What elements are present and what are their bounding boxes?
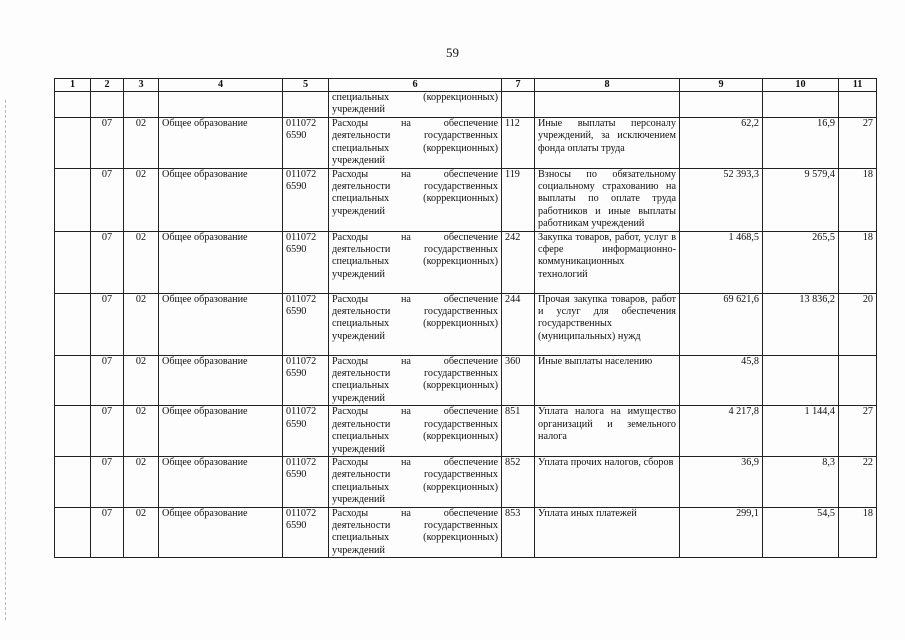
- col-header-10: 10: [763, 79, 839, 92]
- expense-type-code-cell: 851: [502, 406, 535, 457]
- approved-amount-cell: 36,9: [680, 456, 763, 507]
- table-row: [55, 355, 877, 406]
- subsection-code-cell: 02: [124, 406, 159, 457]
- execution-percent-cell: 18: [839, 507, 877, 558]
- cell: [535, 92, 680, 118]
- expense-type-code-cell: 360: [502, 355, 535, 406]
- expense-purpose-cell: Расходы на обеспечение деятельности государственных специальных (коррекционных) учреждений: [329, 355, 502, 406]
- execution-percent-cell: 27: [839, 118, 877, 169]
- expense-purpose-cell: Расходы на обеспечение деятельности государственных специальных (коррекционных) учреждений: [329, 456, 502, 507]
- subsection-code-cell: 02: [124, 456, 159, 507]
- approved-amount-cell: 62,2: [680, 118, 763, 169]
- section-name-cell: Общее образование: [159, 507, 283, 558]
- cell: [502, 92, 535, 118]
- execution-percent-cell: 27: [839, 406, 877, 457]
- section-name-cell: Общее образование: [159, 355, 283, 406]
- expense-type-name-cell: Иные выплаты населению: [535, 355, 680, 406]
- col-header-6: 6: [329, 79, 502, 92]
- expense-type-code-cell: 853: [502, 507, 535, 558]
- approved-amount-cell: 1 468,5: [680, 231, 763, 293]
- execution-percent-cell: 18: [839, 231, 877, 293]
- expense-type-code-cell: 112: [502, 118, 535, 169]
- section-code-cell: 07: [91, 456, 124, 507]
- col-header-9: 9: [680, 79, 763, 92]
- table-row: [55, 293, 877, 355]
- section-code-cell: 07: [91, 355, 124, 406]
- approved-amount-cell: 45,8: [680, 355, 763, 406]
- col-header-3: 3: [124, 79, 159, 92]
- table-row: [55, 507, 877, 558]
- execution-percent-cell: [839, 355, 877, 406]
- expense-type-name-cell: Уплата прочих налогов, сборов: [535, 456, 680, 507]
- subsection-code-cell: 02: [124, 355, 159, 406]
- approved-amount-cell: 52 393,3: [680, 168, 763, 231]
- cell: [283, 92, 329, 118]
- executed-amount-cell: 1 144,4: [763, 406, 839, 457]
- executed-amount-cell: 265,5: [763, 231, 839, 293]
- section-name-cell: Общее образование: [159, 168, 283, 231]
- cell: [124, 92, 159, 118]
- table-row: [55, 406, 877, 457]
- subsection-code-cell: 02: [124, 293, 159, 355]
- section-code-cell: 07: [91, 406, 124, 457]
- expense-purpose-cell: Расходы на обеспечение деятельности государственных специальных (коррекционных) учреждений: [329, 507, 502, 558]
- subsection-code-cell: 02: [124, 168, 159, 231]
- cell: [839, 92, 877, 118]
- target-article-code-cell: 011072 6590: [283, 507, 329, 558]
- col1-cell: [55, 406, 91, 457]
- executed-amount-cell: 54,5: [763, 507, 839, 558]
- expense-type-name-cell: Иные выплаты персоналу учреждений, за исключением фонда оплаты труда: [535, 118, 680, 169]
- target-article-code-cell: 011072 6590: [283, 118, 329, 169]
- expense-type-name-cell: Уплата иных платежей: [535, 507, 680, 558]
- col1-cell: [55, 355, 91, 406]
- approved-amount-cell: 299,1: [680, 507, 763, 558]
- expense-type-name-cell: Уплата налога на имущество организаций и земельного налога: [535, 406, 680, 457]
- section-name-cell: Общее образование: [159, 456, 283, 507]
- expense-type-code-cell: 119: [502, 168, 535, 231]
- section-code-cell: 07: [91, 293, 124, 355]
- section-code-cell: 07: [91, 231, 124, 293]
- col-header-7: 7: [502, 79, 535, 92]
- col1-cell: [55, 507, 91, 558]
- section-name-cell: Общее образование: [159, 118, 283, 169]
- expense-purpose-cell: Расходы на обеспечение деятельности государственных специальных (коррекционных) учреждений: [329, 231, 502, 293]
- table-row: [55, 231, 877, 293]
- continuation-purpose-cell: [329, 92, 502, 118]
- col-header-5: 5: [283, 79, 329, 92]
- col-header-8: 8: [535, 79, 680, 92]
- executed-amount-cell: 13 836,2: [763, 293, 839, 355]
- execution-percent-cell: 20: [839, 293, 877, 355]
- approved-amount-cell: 69 621,6: [680, 293, 763, 355]
- table-row: [55, 168, 877, 231]
- cell: [680, 92, 763, 118]
- expense-purpose-cell: Расходы на обеспечение деятельности государственных специальных (коррекционных) учреждений: [329, 168, 502, 231]
- col1-cell: [55, 231, 91, 293]
- col-header-2: 2: [91, 79, 124, 92]
- target-article-code-cell: 011072 6590: [283, 168, 329, 231]
- expense-purpose-cell: Расходы на обеспечение деятельности государственных специальных (коррекционных) учреждений: [329, 118, 502, 169]
- target-article-code-cell: 011072 6590: [283, 406, 329, 457]
- section-name-cell: Общее образование: [159, 406, 283, 457]
- expense-type-code-cell: 852: [502, 456, 535, 507]
- continuation-row: [55, 92, 877, 118]
- col1-cell: [55, 168, 91, 231]
- cell: [159, 92, 283, 118]
- expense-type-name-cell: Взносы по обязательному социальному страхованию на выплаты по оплате труда работников и иные выплаты работникам учреждений: [535, 168, 680, 231]
- target-article-code-cell: 011072 6590: [283, 456, 329, 507]
- target-article-code-cell: 011072 6590: [283, 355, 329, 406]
- executed-amount-cell: 8,3: [763, 456, 839, 507]
- subsection-code-cell: 02: [124, 118, 159, 169]
- executed-amount-cell: 9 579,4: [763, 168, 839, 231]
- cell: [55, 92, 91, 118]
- expense-type-code-cell: 244: [502, 293, 535, 355]
- col1-cell: [55, 293, 91, 355]
- table-row: [55, 118, 877, 169]
- col-header-1: 1: [55, 79, 91, 92]
- cell: [763, 92, 839, 118]
- header-row: [55, 79, 877, 92]
- table-row: [55, 456, 877, 507]
- expense-purpose-cell: Расходы на обеспечение деятельности государственных специальных (коррекционных) учреждений: [329, 406, 502, 457]
- margin-line: [5, 100, 7, 620]
- target-article-code-cell: 011072 6590: [283, 293, 329, 355]
- continuation-line-2: учреждений: [332, 104, 385, 116]
- target-article-code-cell: 011072 6590: [283, 231, 329, 293]
- budget-table: [54, 78, 877, 558]
- section-code-cell: 07: [91, 507, 124, 558]
- expense-type-name-cell: Закупка товаров, работ, услуг в сфере информационно-коммуникационных технологий: [535, 231, 680, 293]
- expense-type-name-cell: Прочая закупка товаров, работ и услуг для обеспечения государственных (муниципальных) нужд: [535, 293, 680, 355]
- col1-cell: [55, 456, 91, 507]
- subsection-code-cell: 02: [124, 231, 159, 293]
- continuation-line-1: специальных (коррекционных): [332, 92, 498, 103]
- execution-percent-cell: 22: [839, 456, 877, 507]
- col-header-4: 4: [159, 79, 283, 92]
- col1-cell: [55, 118, 91, 169]
- subsection-code-cell: 02: [124, 507, 159, 558]
- section-code-cell: 07: [91, 118, 124, 169]
- execution-percent-cell: 18: [839, 168, 877, 231]
- col-header-11: 11: [839, 79, 877, 92]
- section-name-cell: Общее образование: [159, 293, 283, 355]
- page-number: 59: [446, 45, 459, 60]
- cell: [91, 92, 124, 118]
- approved-amount-cell: 4 217,8: [680, 406, 763, 457]
- section-code-cell: 07: [91, 168, 124, 231]
- expense-type-code-cell: 242: [502, 231, 535, 293]
- executed-amount-cell: 16,9: [763, 118, 839, 169]
- section-name-cell: Общее образование: [159, 231, 283, 293]
- expense-purpose-cell: Расходы на обеспечение деятельности государственных специальных (коррекционных) учреждений: [329, 293, 502, 355]
- executed-amount-cell: [763, 355, 839, 406]
